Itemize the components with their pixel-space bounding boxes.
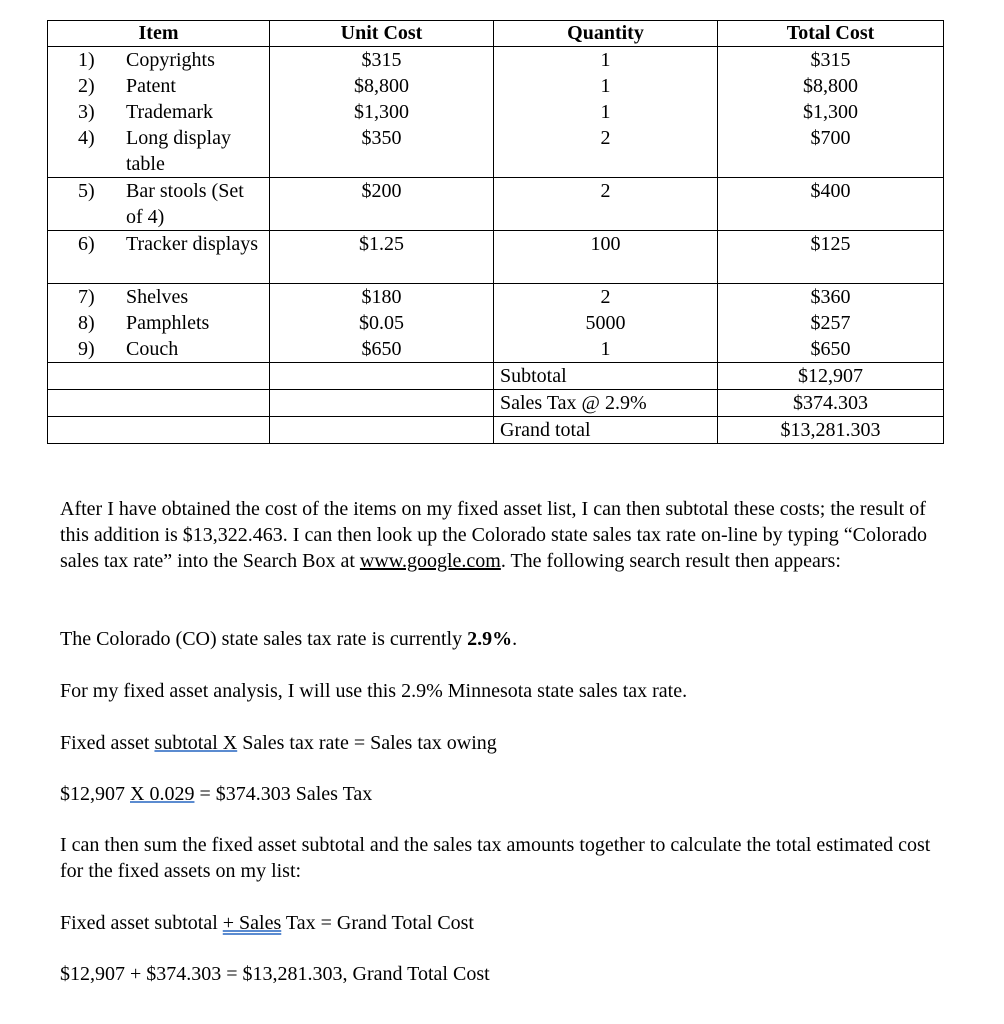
formula3-part-a: Fixed asset subtotal	[60, 912, 218, 934]
item-name: Patent	[126, 75, 176, 97]
cell-unit-cost: $1,300	[270, 99, 494, 125]
header-quantity: Quantity	[494, 21, 718, 47]
formula-sales-tax	[60, 730, 940, 756]
item-number: 6)	[78, 233, 95, 255]
formula2-part-a: $12,907	[60, 783, 125, 805]
cell-unit-cost: $0.05	[270, 310, 494, 336]
cell-empty	[270, 363, 494, 390]
cell-empty	[48, 417, 270, 444]
cell-quantity: 100	[494, 231, 718, 284]
cell-item	[48, 178, 270, 231]
formula-sales-tax-values	[60, 781, 940, 807]
cell-quantity: 2	[494, 284, 718, 311]
cell-item	[48, 284, 270, 311]
cell-unit-cost: $315	[270, 47, 494, 74]
table-row	[48, 73, 944, 99]
item-name: Tracker displays	[126, 233, 259, 255]
cell-quantity: 1	[494, 99, 718, 125]
cell-unit-cost: $350	[270, 125, 494, 178]
summary-value: $374.303	[718, 390, 944, 417]
cell-empty	[48, 363, 270, 390]
rate-text: The Colorado (CO) state sales tax rate is currently	[60, 628, 463, 650]
cell-quantity: 5000	[494, 310, 718, 336]
google-link[interactable]: www.google.com	[359, 550, 501, 572]
cell-unit-cost: $200	[270, 178, 494, 231]
table-row	[48, 99, 944, 125]
cell-quantity: 2	[494, 125, 718, 178]
cell-total-cost: $1,300	[718, 99, 944, 125]
cell-quantity: 2	[494, 178, 718, 231]
cell-empty	[270, 417, 494, 444]
item-name: Bar stools (Set of 4)	[126, 180, 244, 228]
cell-quantity: 1	[494, 336, 718, 363]
rate-value: 2.9%	[467, 628, 513, 650]
cell-total-cost: $125	[718, 231, 944, 284]
item-name: Couch	[126, 338, 179, 360]
table-row	[48, 336, 944, 363]
cell-total-cost: $8,800	[718, 73, 944, 99]
table-row	[48, 284, 944, 311]
item-name: Pamphlets	[126, 312, 210, 334]
cell-quantity: 1	[494, 47, 718, 74]
cell-item	[48, 310, 270, 336]
header-total-cost: Total Cost	[718, 21, 944, 47]
formula1-part-b: subtotal X	[154, 732, 238, 754]
cell-total-cost: $650	[718, 336, 944, 363]
cell-total-cost: $360	[718, 284, 944, 311]
item-number: 7)	[78, 286, 95, 308]
fixed-asset-table	[47, 20, 944, 444]
table-body	[48, 47, 944, 444]
header-unit-cost: Unit Cost	[270, 21, 494, 47]
cell-total-cost: $315	[718, 47, 944, 74]
table-header-row	[48, 21, 944, 47]
cell-unit-cost: $1.25	[270, 231, 494, 284]
intro-text-end: . The following search result then appears:	[500, 550, 841, 572]
item-number: 2)	[78, 75, 95, 97]
paragraph-sum: I can then sum the fixed asset subtotal and the sales tax amounts together to calculate the total estimated cost for the fixed assets on my list:	[60, 834, 931, 882]
table-row	[48, 310, 944, 336]
item-name: Shelves	[126, 286, 189, 308]
summary-label: Grand total	[494, 417, 718, 444]
cell-unit-cost: $650	[270, 336, 494, 363]
cell-unit-cost: $180	[270, 284, 494, 311]
formula3-part-c: Tax = Grand Total Cost	[285, 912, 474, 934]
summary-label: Sales Tax @ 2.9%	[494, 390, 718, 417]
cell-item	[48, 47, 270, 74]
summary-row	[48, 363, 944, 390]
formula3-part-b: + Sales	[222, 912, 282, 934]
intro-text: After I have obtained the cost of the items on my fixed asset list, I can then subtotal these costs; the result of this addition is $13,322.463. I can then look up the Colorado state sales tax rate on-line by typing “Colorado sales tax rate” into the Search Box at	[60, 498, 928, 572]
summary-value: $12,907	[718, 363, 944, 390]
formula2-part-b: X 0.029	[130, 783, 195, 805]
summary-label: Subtotal	[494, 363, 718, 390]
paragraph-analysis: For my fixed asset analysis, I will use this 2.9% Minnesota state sales tax rate.	[60, 680, 688, 702]
formula-grand-total-values: $12,907 + $374.303 = $13,281.303, Grand Total Cost	[60, 963, 490, 985]
item-number: 4)	[78, 127, 95, 149]
paragraph-rate	[60, 626, 940, 652]
cell-item	[48, 99, 270, 125]
item-number: 8)	[78, 312, 95, 334]
formula1-part-a: Fixed asset	[60, 732, 150, 754]
cell-total-cost: $700	[718, 125, 944, 178]
formula2-part-c: = $374.303 Sales Tax	[199, 783, 373, 805]
item-number: 5)	[78, 180, 95, 202]
cell-empty	[270, 390, 494, 417]
table-row	[48, 125, 944, 178]
cell-unit-cost: $8,800	[270, 73, 494, 99]
summary-value: $13,281.303	[718, 417, 944, 444]
item-name: Trademark	[126, 101, 214, 123]
cell-quantity: 1	[494, 73, 718, 99]
table-row	[48, 231, 944, 284]
item-number: 3)	[78, 101, 95, 123]
table-row	[48, 178, 944, 231]
formula1-part-c: Sales tax rate = Sales tax owing	[242, 732, 497, 754]
table-row	[48, 47, 944, 74]
paragraph-intro	[60, 496, 940, 574]
cell-empty	[48, 390, 270, 417]
summary-row	[48, 390, 944, 417]
cell-item	[48, 231, 270, 284]
rate-text-end: .	[512, 628, 518, 650]
item-name: Copyrights	[126, 49, 215, 71]
cell-total-cost: $257	[718, 310, 944, 336]
formula-grand-total	[60, 910, 940, 936]
item-number: 1)	[78, 49, 95, 71]
summary-row	[48, 417, 944, 444]
header-item: Item	[48, 21, 270, 47]
item-number: 9)	[78, 338, 95, 360]
cell-item	[48, 125, 270, 178]
cell-item	[48, 336, 270, 363]
cell-item	[48, 73, 270, 99]
cell-total-cost: $400	[718, 178, 944, 231]
item-name: Long display table	[126, 127, 231, 175]
